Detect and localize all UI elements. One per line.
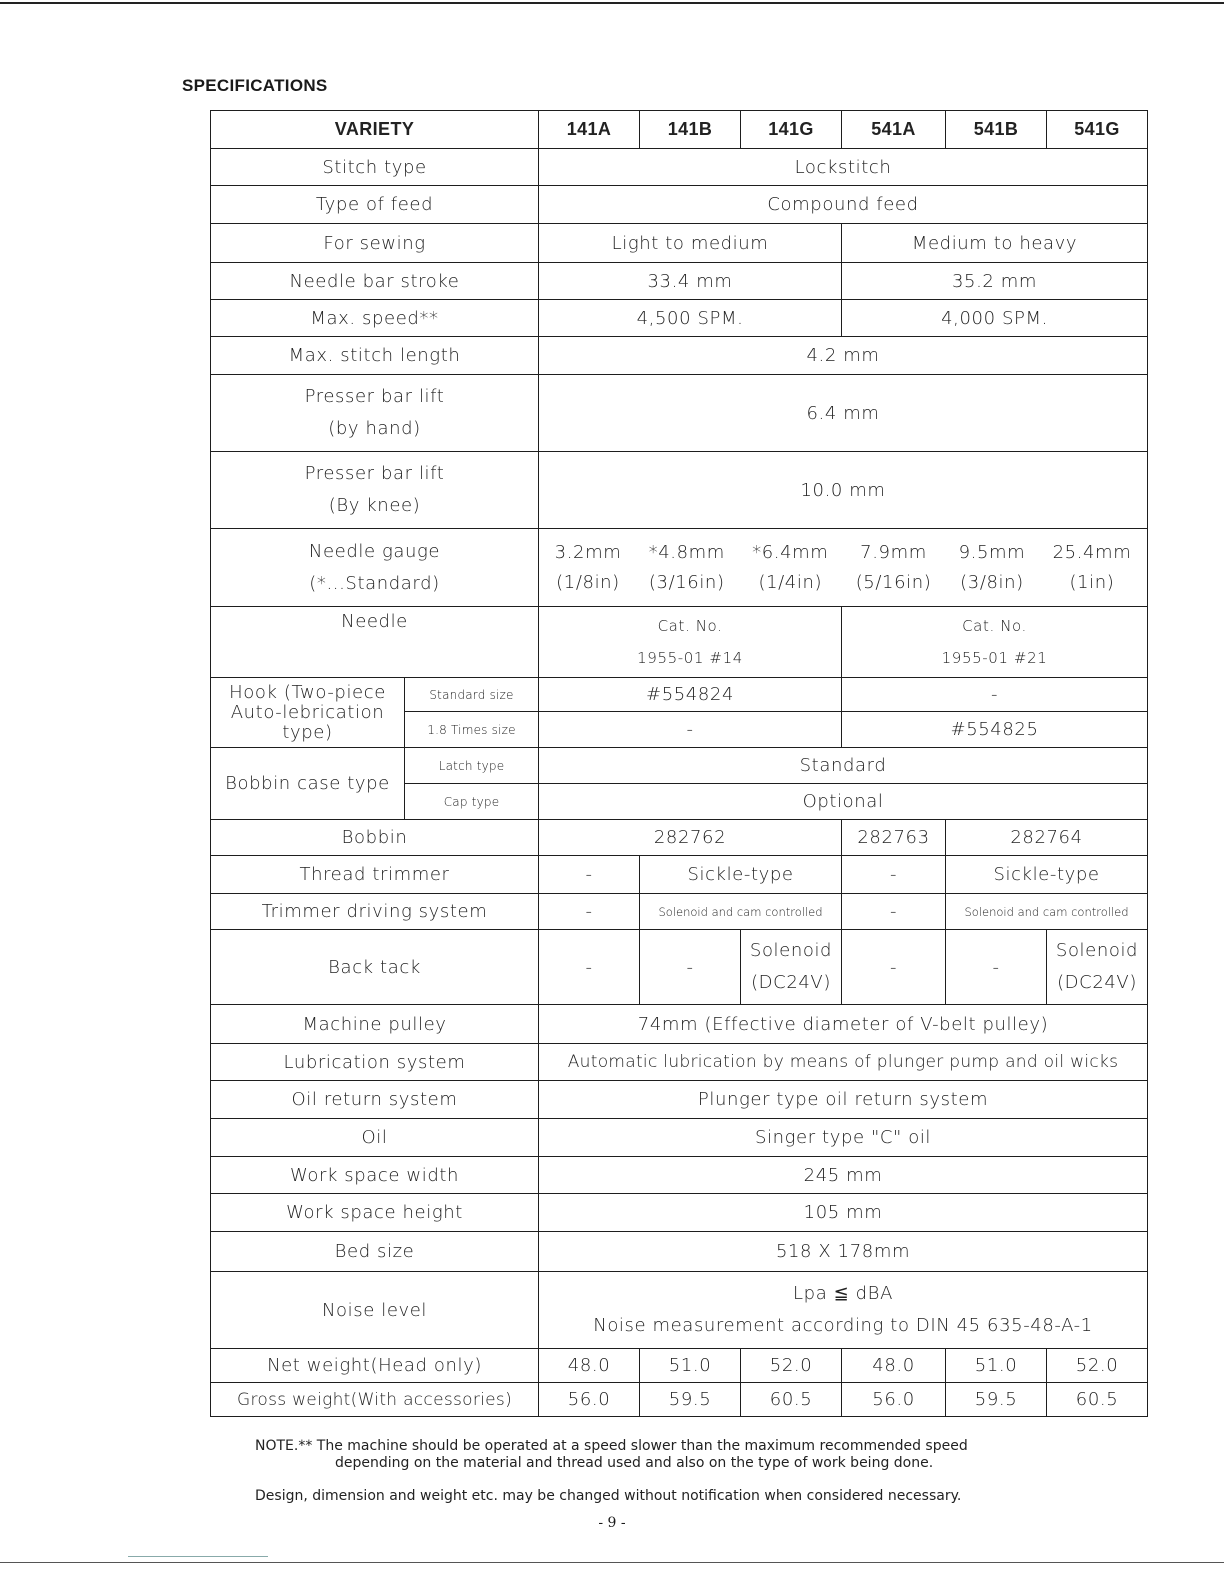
model-header: 141B bbox=[640, 111, 741, 149]
row-value: 4,000 SPM. bbox=[842, 300, 1148, 337]
page-title: SPECIFICATIONS bbox=[182, 76, 328, 95]
top-border-line bbox=[0, 2, 1224, 4]
row-label-line: (by hand) bbox=[328, 418, 421, 439]
table-row bbox=[211, 1005, 1148, 1044]
row-value: 33.4 mm bbox=[539, 263, 842, 300]
row-label-line: Needle gauge bbox=[308, 540, 441, 562]
gauge-mm: *6.4mm bbox=[752, 541, 829, 563]
table-row bbox=[211, 1349, 1148, 1383]
row-value: Solenoid and cam controlled bbox=[640, 894, 842, 930]
weight-value: 56.0 bbox=[539, 1383, 640, 1417]
table-row bbox=[211, 529, 1148, 607]
row-value: Standard bbox=[539, 748, 1148, 784]
hook-label: Hook (Two-piece Auto-lebrication type) bbox=[211, 678, 405, 748]
gauge-entry bbox=[959, 538, 1026, 598]
row-value: Plunger type oil return system bbox=[539, 1081, 1148, 1119]
table-row bbox=[211, 678, 1148, 712]
row-label bbox=[211, 452, 539, 529]
row-label: Net weight(Head only) bbox=[211, 1349, 539, 1383]
needle-cat-label: Cat. No. bbox=[962, 617, 1027, 635]
row-label: Needle bar stroke bbox=[211, 263, 539, 300]
row-label: Thread trimmer bbox=[211, 856, 539, 894]
gauge-in: (3/8in) bbox=[960, 571, 1024, 593]
model-header: 541B bbox=[946, 111, 1047, 149]
noise-measurement: Noise measurement according to DIN 45 635-48-A-1 bbox=[593, 1315, 1093, 1336]
gauge-mm: 7.9mm bbox=[860, 541, 927, 563]
table-row bbox=[211, 607, 1148, 678]
footer-mark-line bbox=[128, 1556, 268, 1557]
row-label: Work space height bbox=[211, 1194, 539, 1232]
gauge-mm: *4.8mm bbox=[648, 541, 725, 563]
gauge-mm: 25.4mm bbox=[1052, 541, 1132, 563]
sub-label: Latch type bbox=[405, 748, 539, 784]
weight-value: 60.5 bbox=[1047, 1383, 1148, 1417]
row-label: Stitch type bbox=[211, 149, 539, 186]
row-value bbox=[539, 607, 842, 678]
row-value: Optional bbox=[539, 784, 1148, 820]
table-row bbox=[211, 820, 1148, 856]
header-row bbox=[211, 111, 1148, 149]
weight-value: 59.5 bbox=[640, 1383, 741, 1417]
speed-note bbox=[255, 1438, 1135, 1472]
row-label: Max. stitch length bbox=[211, 337, 539, 375]
table-row bbox=[211, 1383, 1148, 1417]
gauge-entry bbox=[1053, 538, 1132, 598]
row-value: - bbox=[539, 712, 842, 748]
row-value bbox=[539, 1272, 1148, 1349]
row-label: Trimmer driving system bbox=[211, 894, 539, 930]
needle-cat-number: 1955-01 #14 bbox=[637, 649, 743, 667]
needle-cat-number: 1955-01 #21 bbox=[941, 649, 1048, 667]
sub-label: 1.8 Times size bbox=[405, 712, 539, 748]
row-label: Gross weight(With accessories) bbox=[211, 1383, 539, 1417]
model-header: 141G bbox=[741, 111, 842, 149]
page-number: - 9 - bbox=[598, 1515, 626, 1531]
solenoid-label: Solenoid bbox=[749, 940, 833, 961]
table-row bbox=[211, 224, 1148, 263]
weight-value: 48.0 bbox=[539, 1349, 640, 1383]
row-label-line: (*...Standard) bbox=[309, 572, 440, 594]
row-value: 282763 bbox=[842, 820, 946, 856]
row-label: Oil bbox=[211, 1119, 539, 1157]
row-value: 4,500 SPM. bbox=[539, 300, 842, 337]
row-value bbox=[1047, 930, 1148, 1005]
table-row bbox=[211, 1081, 1148, 1119]
gauge-entry bbox=[856, 538, 932, 598]
sub-label: Standard size bbox=[405, 678, 539, 712]
row-label-line: (By knee) bbox=[328, 495, 421, 516]
row-label: Noise level bbox=[211, 1272, 539, 1349]
row-label: Bed size bbox=[211, 1232, 539, 1272]
row-value: 282762 bbox=[539, 820, 842, 856]
row-value: 35.2 mm bbox=[842, 263, 1148, 300]
table-row bbox=[211, 186, 1148, 224]
row-value: #554824 bbox=[539, 678, 842, 712]
row-value: 282764 bbox=[946, 820, 1148, 856]
gauge-entry bbox=[752, 538, 828, 598]
row-value: 105 mm bbox=[539, 1194, 1148, 1232]
row-value: Light to medium bbox=[539, 224, 842, 263]
row-value: - bbox=[842, 930, 946, 1005]
gauge-in: (1/8in) bbox=[556, 571, 620, 593]
row-value: Solenoid and cam controlled bbox=[946, 894, 1148, 930]
model-header: 141A bbox=[539, 111, 640, 149]
design-note: Design, dimension and weight etc. may be changed without notification when considered necessary. bbox=[255, 1488, 962, 1504]
gauge-entry bbox=[555, 538, 622, 598]
row-value: 74mm (Effective diameter of V-belt pulley) bbox=[539, 1005, 1148, 1044]
table-row bbox=[211, 894, 1148, 930]
noise-lpa: Lpa ≦ dBA bbox=[793, 1283, 893, 1304]
table-row bbox=[211, 1157, 1148, 1194]
sub-label: Cap type bbox=[405, 784, 539, 820]
bottom-border-line bbox=[0, 1562, 1224, 1563]
gauge-in: (3/16in) bbox=[648, 571, 725, 593]
row-value: 245 mm bbox=[539, 1157, 1148, 1194]
row-label: Bobbin bbox=[211, 820, 539, 856]
table-row bbox=[211, 375, 1148, 452]
table-row bbox=[211, 1272, 1148, 1349]
model-header: 541A bbox=[842, 111, 946, 149]
row-value: Singer type "C" oil bbox=[539, 1119, 1148, 1157]
weight-value: 60.5 bbox=[741, 1383, 842, 1417]
gauge-in: (1in) bbox=[1069, 571, 1115, 593]
weight-value: 48.0 bbox=[842, 1349, 946, 1383]
note-line: depending on the material and thread used and also on the type of work being done. bbox=[335, 1455, 934, 1471]
row-label-line: Presser bar lift bbox=[304, 463, 445, 484]
weight-value: 51.0 bbox=[640, 1349, 741, 1383]
row-value: - bbox=[842, 894, 946, 930]
table-row bbox=[211, 856, 1148, 894]
row-label: Max. speed** bbox=[211, 300, 539, 337]
table-row bbox=[211, 748, 1148, 784]
row-value: Medium to heavy bbox=[842, 224, 1148, 263]
row-value: Compound feed bbox=[539, 186, 1148, 224]
gauge-entry bbox=[649, 538, 725, 598]
weight-value: 51.0 bbox=[946, 1349, 1047, 1383]
table-row bbox=[211, 300, 1148, 337]
row-value: - bbox=[539, 894, 640, 930]
model-header: 541G bbox=[1047, 111, 1148, 149]
table-row bbox=[211, 263, 1148, 300]
weight-value: 52.0 bbox=[741, 1349, 842, 1383]
row-value: - bbox=[539, 856, 640, 894]
table-row bbox=[211, 930, 1148, 1005]
row-label: For sewing bbox=[211, 224, 539, 263]
table-row bbox=[211, 149, 1148, 186]
gauge-mm: 3.2mm bbox=[554, 541, 622, 563]
row-value: - bbox=[946, 930, 1047, 1005]
row-value: Lockstitch bbox=[539, 149, 1148, 186]
voltage-label: (DC24V) bbox=[751, 972, 831, 993]
row-label: Work space width bbox=[211, 1157, 539, 1194]
row-value bbox=[842, 607, 1148, 678]
row-value bbox=[741, 930, 842, 1005]
row-value: - bbox=[842, 856, 946, 894]
row-label bbox=[211, 375, 539, 452]
row-label: Lubrication system bbox=[211, 1044, 539, 1081]
row-value: 518 X 178mm bbox=[539, 1232, 1148, 1272]
table-row bbox=[211, 452, 1148, 529]
row-value: Sickle-type bbox=[640, 856, 842, 894]
row-value: - bbox=[640, 930, 741, 1005]
voltage-label: (DC24V) bbox=[1057, 972, 1137, 993]
row-value: 10.0 mm bbox=[539, 452, 1148, 529]
row-label: Needle bbox=[211, 607, 539, 678]
table-row bbox=[211, 1232, 1148, 1272]
gauge-in: (5/16in) bbox=[855, 571, 932, 593]
weight-value: 52.0 bbox=[1047, 1349, 1148, 1383]
table-row bbox=[211, 1044, 1148, 1081]
row-value: 6.4 mm bbox=[539, 375, 1148, 452]
table-row bbox=[211, 1194, 1148, 1232]
note-line: NOTE.** The machine should be operated at a speed slower than the maximum recommended speed bbox=[255, 1438, 968, 1454]
row-label: Type of feed bbox=[211, 186, 539, 224]
row-label-line: Presser bar lift bbox=[304, 386, 445, 407]
row-value: - bbox=[842, 678, 1148, 712]
row-value: 4.2 mm bbox=[539, 337, 1148, 375]
variety-header: VARIETY bbox=[211, 111, 539, 149]
row-label: Oil return system bbox=[211, 1081, 539, 1119]
specifications-table bbox=[210, 110, 1148, 1417]
row-value: #554825 bbox=[842, 712, 1148, 748]
weight-value: 59.5 bbox=[946, 1383, 1047, 1417]
row-label: Back tack bbox=[211, 930, 539, 1005]
row-label bbox=[211, 529, 539, 607]
row-label: Machine pulley bbox=[211, 1005, 539, 1044]
solenoid-label: Solenoid bbox=[1055, 940, 1139, 961]
weight-value: 56.0 bbox=[842, 1383, 946, 1417]
row-label: Bobbin case type bbox=[211, 748, 405, 820]
row-value: Automatic lubrication by means of plunger pump and oil wicks bbox=[539, 1044, 1148, 1081]
needle-cat-label: Cat. No. bbox=[657, 617, 723, 635]
needle-gauge-values bbox=[539, 529, 1148, 607]
gauge-in: (1/4in) bbox=[758, 571, 823, 593]
row-value: - bbox=[539, 930, 640, 1005]
table-row bbox=[211, 1119, 1148, 1157]
row-value: Sickle-type bbox=[946, 856, 1148, 894]
gauge-mm: 9.5mm bbox=[958, 541, 1026, 563]
table-row bbox=[211, 337, 1148, 375]
